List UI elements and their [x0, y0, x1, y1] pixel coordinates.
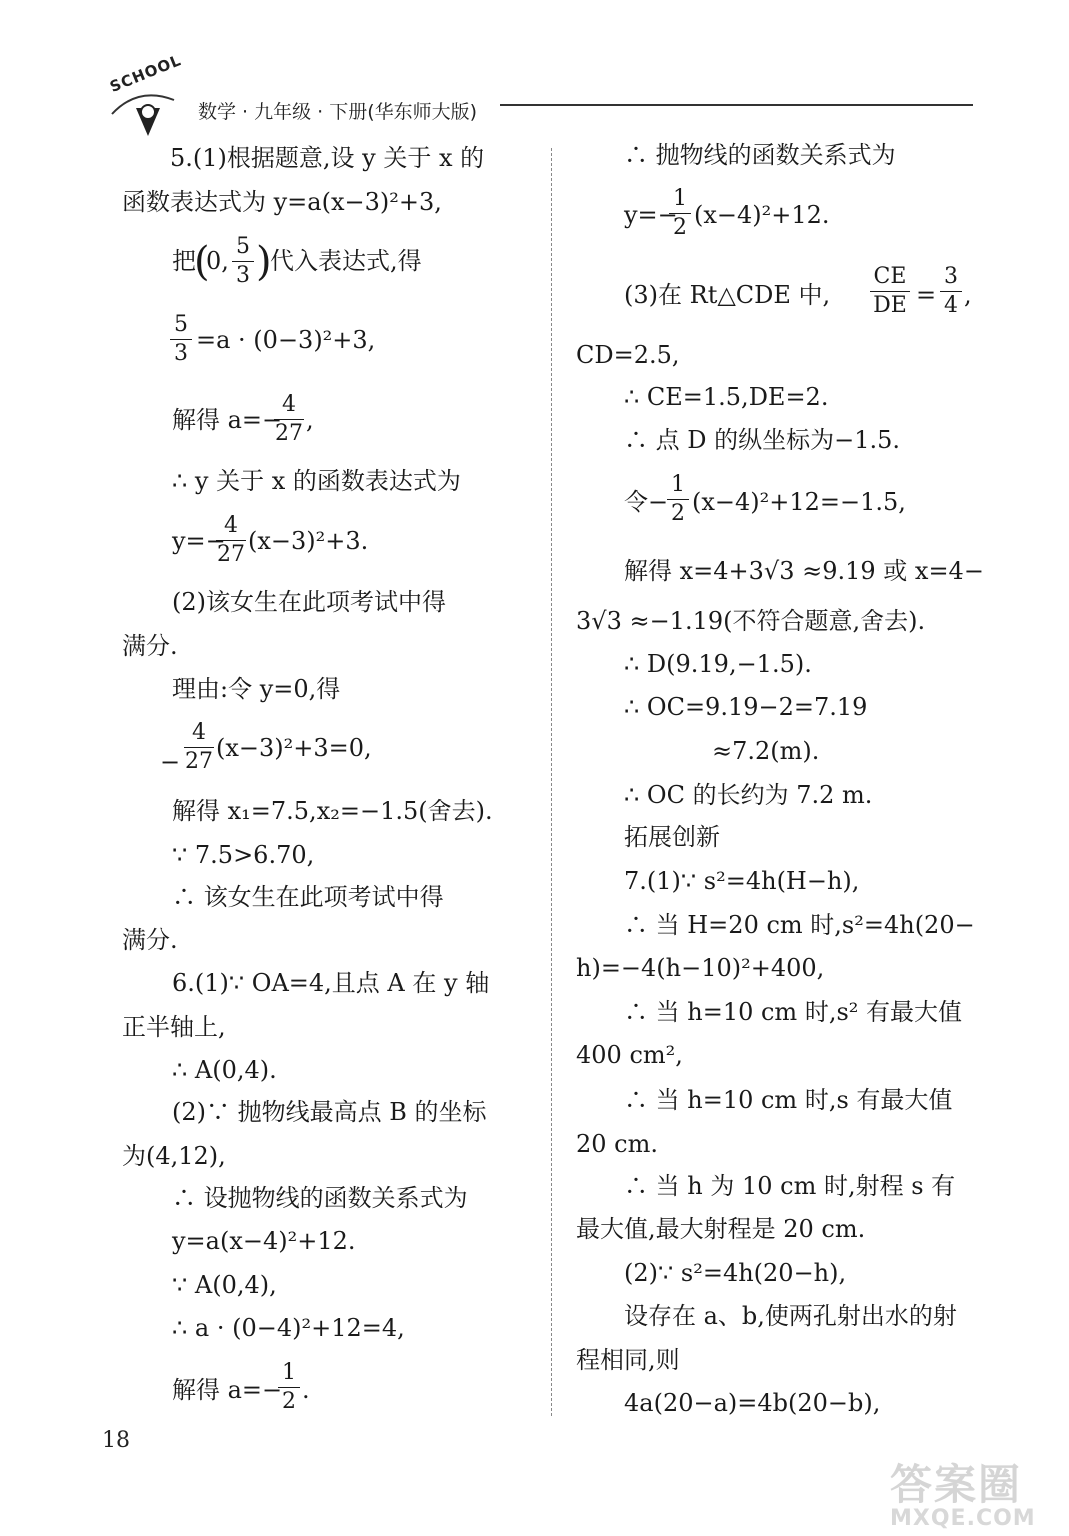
- answer-5-line-10: 理由:令 y=0,得: [172, 675, 341, 703]
- answer-6-line-21: ∴ OC=9.19−2=7.19: [624, 693, 868, 721]
- watermark-logo-text: 答案圈: [890, 1460, 1023, 1509]
- answer-7-line-13: 4a(20−a)=4b(20−b),: [624, 1389, 881, 1417]
- frac-den: 4: [944, 293, 958, 318]
- answer-5-line-3b: 0,: [206, 247, 229, 275]
- answer-5-line-12: 解得 x₁=7.5,x₂=−1.5(舍去).: [172, 797, 493, 825]
- frac-num: CE: [873, 264, 907, 289]
- answer-5-line-9: 满分.: [122, 632, 178, 660]
- answer-6-line-13a: (3)在 Rt△CDE 中,: [624, 281, 831, 309]
- answer-5-line-5b: ,: [306, 406, 314, 434]
- fraction-1-2-b: [669, 186, 691, 241]
- frac-num: 5: [174, 312, 188, 337]
- fraction-5-3-a: [232, 234, 254, 289]
- fraction-1-2-c: [667, 472, 689, 527]
- answer-7-line-10: (2)∵ s²=4h(20−h),: [624, 1259, 847, 1287]
- right-paren: ): [256, 239, 272, 285]
- answer-7-line-6: ∴ 当 h=10 cm 时,s 有最大值: [624, 1086, 953, 1114]
- frac-num: 1: [671, 472, 685, 497]
- watermark: [890, 1452, 1036, 1531]
- answer-6-line-10b: .: [302, 1376, 310, 1404]
- section-heading-extension: 拓展创新: [624, 823, 720, 851]
- answer-7-line-3: h)=−4(h−10)²+400,: [576, 954, 825, 982]
- answer-5-line-3a: 把: [172, 247, 196, 275]
- frac-num: 3: [944, 264, 958, 289]
- answer-6-line-14: CD=2.5,: [576, 341, 680, 369]
- frac-den: 3: [174, 341, 188, 366]
- school-logo: [107, 51, 188, 140]
- answer-7-line-2: ∴ 当 H=20 cm 时,s²=4h(20−: [624, 911, 975, 939]
- answer-5-line-8: (2)该女生在此项考试中得: [172, 588, 446, 616]
- fraction-4-27-b: [216, 513, 246, 568]
- answer-6-line-16: ∴ 点 D 的纵坐标为−1.5.: [624, 426, 901, 454]
- column-divider: [551, 148, 552, 1416]
- answer-5-line-1: 5.(1)根据题意,设 y 关于 x 的: [170, 144, 485, 172]
- answer-5-line-14: ∴ 该女生在此项考试中得: [172, 883, 444, 911]
- answer-6-line-10a: 解得 a=−: [172, 1376, 283, 1404]
- answer-6-line-6: ∴ 设抛物线的函数关系式为: [172, 1184, 468, 1212]
- answer-6-line-17b: (x−4)²+12=−1.5,: [692, 488, 906, 516]
- answer-6-line-18: 解得 x=4+3√3 ≈9.19 或 x=4−: [624, 557, 984, 585]
- answer-6-line-11: ∴ 抛物线的函数关系式为: [624, 141, 896, 169]
- answer-5-line-11b: (x−3)²+3=0,: [216, 734, 372, 762]
- answer-7-line-9: 最大值,最大射程是 20 cm.: [576, 1215, 866, 1243]
- answer-6-line-22: ≈7.2(m).: [712, 737, 820, 765]
- answer-5-line-13: ∵ 7.5>6.70,: [172, 841, 315, 869]
- logo-text: SCHOOL: [107, 51, 184, 96]
- frac-num: 4: [224, 513, 238, 538]
- frac-num: 1: [282, 1360, 296, 1385]
- left-paren: (: [194, 239, 210, 285]
- book-title: 数学 · 九年级 · 下册(华东师大版): [198, 101, 478, 123]
- fraction-5-3-b: [170, 312, 192, 367]
- answer-6-line-17a: 令−: [624, 488, 669, 516]
- answer-6-line-2: 正半轴上,: [122, 1013, 226, 1041]
- answer-5-line-3c: 代入表达式,得: [270, 247, 422, 275]
- header-rule: [500, 104, 973, 106]
- answer-5-line-7a: y=−: [172, 527, 226, 555]
- answer-6-line-3: ∴ A(0,4).: [172, 1056, 277, 1084]
- frac-den: 27: [185, 749, 213, 774]
- answer-7-line-11: 设存在 a、b,使两孔射出水的射: [624, 1302, 957, 1330]
- frac-num: 5: [236, 234, 250, 259]
- answer-6-line-1: 6.(1)∵ OA=4,且点 A 在 y 轴: [172, 969, 490, 997]
- frac-den: 27: [275, 421, 303, 446]
- answer-7-line-7: 20 cm.: [576, 1130, 658, 1158]
- frac-den: 2: [282, 1389, 296, 1414]
- answer-5-line-15: 满分.: [122, 926, 178, 954]
- answer-6-line-23: ∴ OC 的长约为 7.2 m.: [624, 781, 873, 809]
- answer-6-line-13c: ,: [964, 281, 972, 309]
- answer-6-line-4: (2)∵ 抛物线最高点 B 的坐标: [172, 1098, 487, 1126]
- answer-5-line-6: ∴ y 关于 x 的函数表达式为: [172, 467, 461, 495]
- frac-den: 27: [217, 542, 245, 567]
- frac-num: 4: [192, 720, 206, 745]
- answer-7-line-4: ∴ 当 h=10 cm 时,s² 有最大值: [624, 998, 963, 1026]
- answer-7-line-8: ∴ 当 h 为 10 cm 时,射程 s 有: [624, 1172, 956, 1200]
- frac-den: DE: [873, 293, 907, 318]
- frac-den: 3: [236, 263, 250, 288]
- answer-6-line-13b: =: [916, 281, 937, 309]
- answer-6-line-7: y=a(x−4)²+12.: [172, 1227, 356, 1255]
- answer-6-line-12b: (x−4)²+12.: [694, 201, 830, 229]
- frac-num: 4: [282, 392, 296, 417]
- watermark-url: MXQE.COM: [890, 1506, 1036, 1531]
- answer-7-line-12: 程相同,则: [576, 1346, 680, 1374]
- fraction-ce-de: [870, 264, 910, 319]
- answer-5-line-11a: −: [160, 748, 181, 776]
- answer-6-line-20: ∴ D(9.19,−1.5).: [624, 650, 812, 678]
- answer-7-line-1: 7.(1)∵ s²=4h(H−h),: [624, 867, 860, 895]
- answer-6-line-19: 3√3 ≈−1.19(不符合题意,舍去).: [576, 607, 926, 635]
- answer-6-line-8: ∵ A(0,4),: [172, 1271, 277, 1299]
- fraction-4-27-a: [274, 392, 304, 447]
- answer-7-line-5: 400 cm²,: [576, 1041, 683, 1069]
- answer-6-line-5: 为(4,12),: [122, 1142, 226, 1170]
- fraction-3-4: [940, 264, 962, 319]
- frac-den: 2: [673, 215, 687, 240]
- page-number: 18: [102, 1428, 130, 1453]
- answer-5-line-5a: 解得 a=−: [172, 406, 283, 434]
- answer-5-line-2: 函数表达式为 y=a(x−3)²+3,: [122, 188, 442, 216]
- fraction-4-27-c: [184, 720, 214, 775]
- fraction-1-2-a: [278, 1360, 300, 1415]
- answer-6-line-9: ∴ a · (0−4)²+12=4,: [172, 1314, 405, 1342]
- answer-5-line-4: =a · (0−3)²+3,: [196, 326, 376, 354]
- frac-den: 2: [671, 501, 685, 526]
- answer-6-line-12a: y=−: [624, 201, 678, 229]
- frac-num: 1: [673, 186, 687, 211]
- answer-5-line-7b: (x−3)²+3.: [248, 527, 369, 555]
- answer-6-line-15: ∴ CE=1.5,DE=2.: [624, 383, 829, 411]
